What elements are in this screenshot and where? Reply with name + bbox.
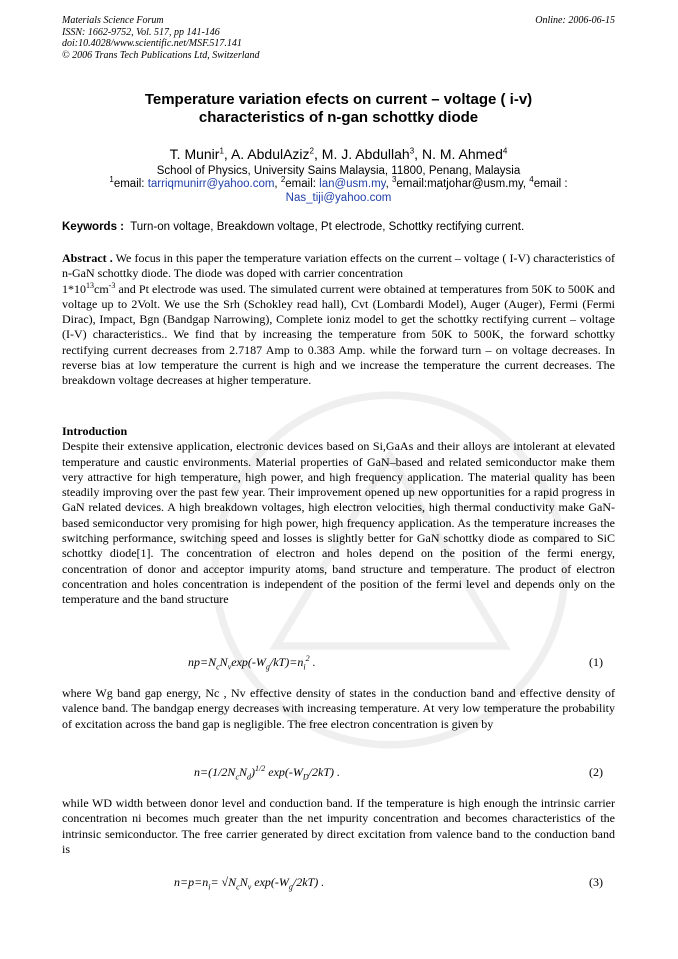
paper-title [62,91,615,127]
journal-header [62,15,615,61]
concentration-exp: 13 [86,280,94,290]
email-link-1[interactable]: tarriqmunirr@yahoo.com [147,178,275,190]
email-4-prefix: email : [533,178,568,190]
copyright-line: © 2006 Trans Tech Publications Ltd, Switzerland [62,49,260,61]
intro-paragraph-3: while WD width between donor level and conduction band. If the temperature is high enough the intrinsic carrier concentration ni becomes much greater than the net impurity concentration and becomes characteristics of the intrinsic semiconductor. The free carrier generated by direct excitation from valence band to the conduction band is [62,796,615,856]
concentration-base: 1*10 [62,281,86,296]
affiliation: School of Physics, University Sains Malaysia, 11800, Penang, Malaysia [156,165,521,177]
email-link-4[interactable]: Nas_tiji@yahoo.com [285,192,392,204]
equation-1-number: (1) [589,655,603,669]
email-3-marker: 3 [391,175,397,185]
intro-paragraph-2: where Wg band gap energy, Nc , Nv effective density of states in the conduction band and effective density of valence band. The bandgap energy decreases with increasing temperature. At very low temperature the probability of excitation across the band gap is negligible. The free electron concentration is given by [62,686,615,731]
keywords [62,220,615,234]
abstract-text-2: and Pt electrode was used. The simulated current were obtained at temperatures from 50K to 500K and voltage up to 2Volt. We use the Srh (Schokley read hall), Cvt (Lombardi Model), Auger (Auger), Fermi (Fermi Dirac), Impact, Bgn (Bandgap Narrowing), Complete ioniz model to get the schottky rectifying current – voltage (I-V) characteristics.. We find that by increasing the temperature from 50K to 500K, the forward schottky rectifying current decreases from 2.7187 Amp to 0.383 Amp. while the forward turn – on voltage decreases. In reverse bias at low temperature the current is high and we increase the temperature the current decreases. The breakdown voltage decreases at higher temperature. [62,281,615,388]
equation-3-formula: $n=p=n_i= √N_cN_v$ $\exp(-W_g/2kT)$ . [174,875,325,892]
concentration-unit-exp: -3 [108,280,116,290]
author-3-affil: 3 [409,146,415,156]
email-3-text: email:matjohar@usm.my, [396,178,530,190]
keywords-label: Keywords : [62,221,124,233]
introduction-section [62,424,615,608]
author-2: A. AbdulAziz [230,146,310,162]
email-4-marker: 4 [529,175,534,185]
email-2-prefix: email: [285,178,320,190]
online-date: Online: 2006-06-15 [535,15,615,26]
email-1-prefix: email: [113,178,148,190]
doi-line: doi:10.4028/www.scientific.net/MSF.517.141 [62,38,242,49]
email-link-2[interactable]: lan@usm.my [319,178,386,190]
author-1: T. Munir [169,146,220,162]
equation-2-number: (2) [589,765,603,779]
email-block: $^1$email: tarriqmunirr@yahoo.com, $^2$email: lan@usm.my, $^3$email:matjohar@usm.my, $^4$email : Nas_tiji@yahoo.com [109,175,568,204]
abstract-text-1: We focus in this paper the temperature variation effects on the current – voltage ( I-V) characteristics of n-GaN schottky diode. The diode was doped with carrier concentration [62,251,615,281]
author-4: N. M. Ahmed [421,146,503,162]
email-2-marker: 2 [280,175,286,185]
abstract [62,251,615,389]
author-4-affil: 4 [502,146,508,156]
intro-paragraph-1: Despite their extensive application, electronic devices based on Si,GaAs and their alloys are intolerant at elevated temperature and caustic environments. Material properties of GaN–based and related semiconductor make them very attractive for high temperature, high power, and high frequency application. The material quality has been steadily improving over the past few year. Their improvement opened up new opportunities for a rapid progress in GaN related devices. A high breakdown voltages, high electron velocities, high thermal conductivity make GaN-based semiconductor very promising for high power, high frequency application. As the temperature increases the switching performance, switching speed and losses is slightly better for GaN schottky diode as compared to SiC schottky diode[1]. The concentration of electron and holes depend on the position of the fermi energy, concentration of donor and acceptor impurity atoms, band structure and temperature. The product of electron concentration and holes concentration is independent of the position of the fermi level and depends only on the temperature and the band structure [62,439,615,607]
issn-line: ISSN: 1662-9752, Vol. 517, pp 141-146 [62,26,220,38]
title-line-1: Temperature variation efects on current – voltage ( i-v) [144,91,533,108]
keywords-text: Turn-on voltage, Breakdown voltage, Pt electrode, Schottky rectifying current. [130,221,525,233]
journal-name: Materials Science Forum [62,15,164,26]
author-list: T. Munir$^1$, A. AbdulAziz$^2$, M. J. Abdullah$^3$, N. M. Ahmed$^4$ [169,146,508,162]
equation-1-formula: $np=N_cN_v\exp(-W_g/kT)=n_i^2$ . [188,654,316,672]
email-1-marker: 1 [109,175,114,185]
author-1-affil: 1 [219,146,224,156]
equation-2-formula: $n=(1/2N_cN_d)^{1/2}$ $\exp(-W_D/2kT)$ . [194,764,341,782]
author-2-affil: 2 [309,146,314,156]
author-3: M. J. Abdullah [321,146,410,162]
concentration-unit: cm [94,281,109,296]
title-line-2: characteristics of n-gan schottky diode [198,109,479,126]
abstract-label: Abstract . [62,251,113,265]
intro-heading: Introduction [62,424,128,438]
equation-3-number: (3) [589,875,603,889]
